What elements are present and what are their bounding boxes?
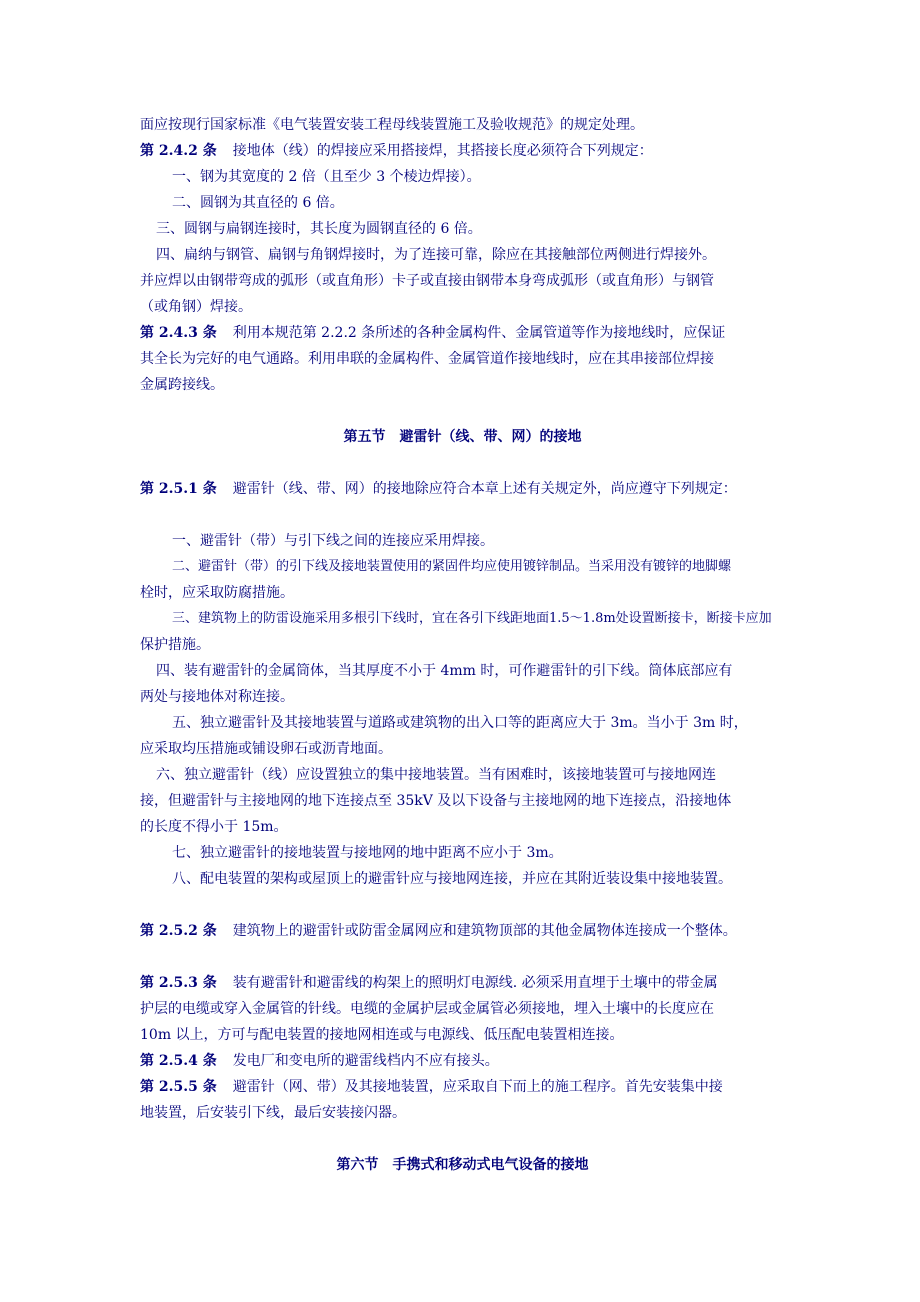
clause-2-5-2 — [140, 918, 785, 944]
list-item: 一、避雷针（带）与引下线之间的连接应采用焊接。 — [172, 533, 494, 549]
paragraph-line: 金属跨接线。 — [140, 377, 224, 393]
clause-text: 建筑物上的避雷针或防雷金属网应和建筑物顶部的其他金属物体连接成一个整体。 — [232, 923, 737, 939]
paragraph-line: 护层的电缆或穿入金属管的针线。电缆的金属护层或金属管必须接地，埋入土壤中的长度应在 — [140, 1001, 714, 1017]
paragraph-line: 10m 以上，方可与配电装置的接地网相连或与电源线、低压配电装置相连接。 — [140, 1027, 624, 1043]
section-heading-5: 第五节 避雷针（线、带、网）的接地 — [343, 429, 582, 445]
spacer — [140, 450, 785, 476]
clause-2-5-5 — [140, 1074, 785, 1100]
clause-text: 利用本规范第 2.2.2 条所述的各种金属构件、金属管道等作为接地线时，应保证 — [232, 325, 726, 341]
clause-text: 避雷针（线、带、网）的接地除应符合本章上述有关规定外，尚应遵守下列规定： — [232, 481, 737, 497]
list-item: 六、独立避雷针（线）应设置独立的集中接地装置。当有困难时，该接地装置可与接地网连 — [156, 767, 716, 783]
clause-number: 第 2.5.5 条 — [140, 1079, 217, 1095]
paragraph-line: 保护措施。 — [140, 637, 210, 653]
list-item: 二、圆钢为其直径的 6 倍。 — [172, 195, 344, 211]
clause-number: 第 2.4.2 条 — [140, 143, 217, 159]
list-item: 四、扁纳与钢管、扁钢与角钢焊接时，为了连接可靠，除应在其接触部位两侧进行焊接外。 — [156, 247, 716, 263]
spacer — [140, 1126, 785, 1152]
list-item: 八、配电装置的架构或屋顶上的避雷针应与接地网连接，并应在其附近装设集中接地装置。 — [172, 871, 732, 887]
spacer — [140, 892, 785, 918]
paragraph-line: 接，但避雷针与主接地网的地下连接点至 35kV 及以下设备与主接地网的地下连接点，沿接地体 — [140, 793, 732, 809]
paragraph-line: 地装置，后安装引下线，最后安装接闪器。 — [140, 1105, 406, 1121]
clause-2-5-3 — [140, 970, 785, 996]
paragraph-line: 栓时，应采取防腐措施。 — [140, 585, 294, 601]
clause-2-4-3 — [140, 320, 785, 346]
list-item: 三、圆钢与扁钢连接时，其长度为圆钢直径的 6 倍。 — [156, 221, 482, 237]
list-item: 七、独立避雷针的接地装置与接地网的地中距离不应小于 3m。 — [172, 845, 563, 861]
paragraph-line: （或角钢）焊接。 — [140, 299, 252, 315]
paragraph-line: 并应焊以由钢带弯成的弧形（或直角形）卡子或直接由钢带本身弯成弧形（或直角形）与钢管 — [140, 273, 714, 289]
clause-2-5-4 — [140, 1048, 785, 1074]
clause-number: 第 2.5.2 条 — [140, 923, 217, 939]
list-item: 三、建筑物上的防雷设施采用多根引下线时，宜在各引下线距地面1.5～1.8m处设置断接卡，断接卡应加 — [172, 611, 772, 626]
section-heading-6: 第六节 手携式和移动式电气设备的接地 — [336, 1157, 589, 1173]
paragraph-line: 其全长为完好的电气通路。利用串联的金属构件、金属管道作接地线时，应在其串接部位焊接 — [140, 351, 714, 367]
clause-number: 第 2.4.3 条 — [140, 325, 217, 341]
list-item: 四、装有避雷针的金属筒体，当其厚度不小于 4mm 时，可作避雷针的引下线。筒体底部应有 — [156, 663, 733, 679]
list-item: 五、独立避雷针及其接地装置与道路或建筑物的出入口等的距离应大于 3m。当小于 3m 时， — [172, 715, 748, 731]
clause-2-4-2 — [140, 138, 785, 164]
spacer — [140, 398, 785, 424]
clause-text: 发电厂和变电所的避雷线档内不应有接头。 — [232, 1053, 499, 1069]
clause-number: 第 2.5.3 条 — [140, 975, 217, 991]
document-page — [140, 112, 785, 1178]
spacer — [140, 944, 785, 970]
paragraph-line: 的长度不得小于 15m。 — [140, 819, 288, 835]
clause-text: 接地体（线）的焊接应采用搭接焊，其搭接长度必须符合下列规定： — [232, 143, 653, 159]
paragraph-line: 两处与接地体对称连接。 — [140, 689, 294, 705]
clause-text: 装有避雷针和避雷线的构架上的照明灯电源线. 必须采用直埋于土壤中的带金属 — [232, 975, 718, 991]
clause-number: 第 2.5.1 条 — [140, 481, 217, 497]
list-item: 二、避雷针（带）的引下线及接地装置使用的紧固件均应使用镀锌制品。当采用没有镀锌的地脚螺 — [172, 559, 732, 574]
clause-text: 避雷针（网、带）及其接地装置，应采取自下而上的施工程序。首先安装集中接 — [232, 1079, 723, 1095]
list-item: 一、钢为其宽度的 2 倍（且至少 3 个棱边焊接）。 — [172, 169, 481, 185]
spacer — [140, 502, 785, 528]
clause-2-5-1 — [140, 476, 785, 502]
paragraph-line: 应采取均压措施或铺设卵石或沥青地面。 — [140, 741, 392, 757]
paragraph-line: 面应按现行国家标准《电气装置安装工程母线装置施工及验收规范》的规定处理。 — [140, 117, 644, 133]
clause-number: 第 2.5.4 条 — [140, 1053, 217, 1069]
